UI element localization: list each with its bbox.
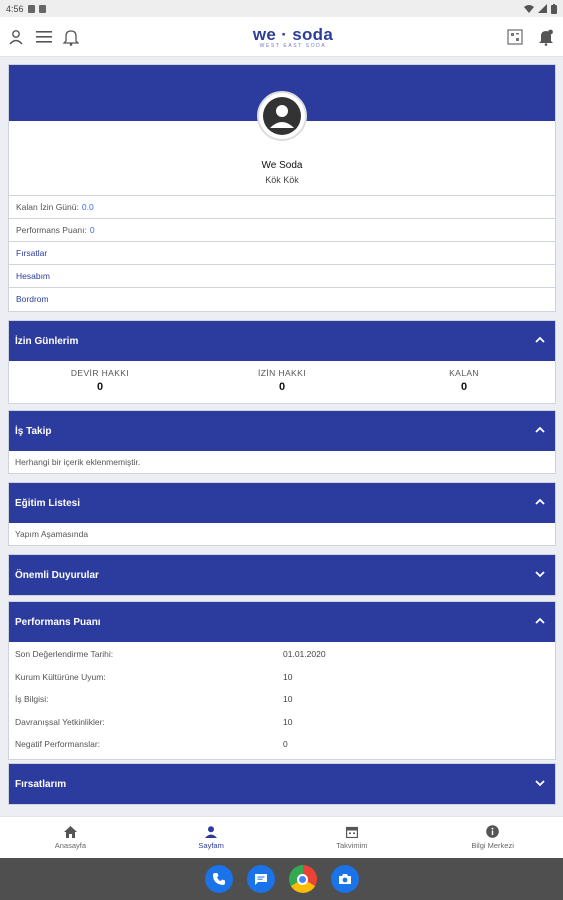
performance-value: 10 <box>283 694 293 705</box>
entitlement-value: 0 <box>278 381 286 393</box>
profile-name: We Soda <box>261 160 303 171</box>
training-list-section <box>8 482 556 546</box>
leave-days-header[interactable] <box>9 321 555 361</box>
bottom-navigation <box>0 816 563 858</box>
account-circle-icon <box>262 96 302 136</box>
entitlement-column <box>191 361 373 403</box>
work-tracking-title: İş Takip <box>15 425 52 437</box>
tab-label: Bilgi Merkezi <box>471 841 514 850</box>
tab-label: Sayfam <box>198 840 224 850</box>
performance-title: Performans Puanı <box>15 616 101 628</box>
calendar-icon <box>346 826 358 838</box>
performance-row <box>9 666 555 689</box>
performance-key: Son Değerlendirme Tarihi: <box>15 649 114 660</box>
performance-score-row <box>9 218 555 241</box>
training-list-note: Yapım Aşamasında <box>15 529 89 539</box>
app-bar <box>0 17 563 57</box>
remaining-leave-row <box>9 195 555 218</box>
chrome-app-icon[interactable] <box>289 865 317 893</box>
profile-subtitle: Kök Kök <box>265 175 299 185</box>
performance-key: Davranışsal Yetkinlikler: <box>15 716 105 727</box>
leave-days-section <box>8 320 556 404</box>
performance-score-label: Performans Puanı: <box>16 225 87 235</box>
opportunities-title: Fırsatlarım <box>15 778 67 790</box>
signal-icon <box>538 4 547 13</box>
carryover-value: 0 <box>96 381 104 393</box>
chevron-up-icon <box>534 424 546 436</box>
tab-label: Anasayfa <box>54 840 87 850</box>
performance-row <box>9 711 555 734</box>
wifi-icon <box>524 4 534 13</box>
performance-section <box>8 601 556 760</box>
performance-score-value: 0 <box>89 225 95 235</box>
tab-bilgi-merkezi[interactable] <box>422 817 563 858</box>
chevron-up-icon <box>534 496 546 508</box>
tab-anasayfa[interactable] <box>0 817 141 858</box>
work-tracking-note: Herhangi bir içerik eklenmemiştir. <box>15 457 141 467</box>
performance-header[interactable] <box>9 602 555 642</box>
status-bar <box>0 0 563 17</box>
remaining-leave-value: 0.0 <box>81 202 94 212</box>
remaining-leave-label: Kalan İzin Günü: <box>16 202 79 212</box>
person-icon <box>205 826 217 838</box>
status-time: 4:56 <box>6 3 24 14</box>
notifications-icon[interactable] <box>536 27 556 47</box>
tab-takvimim[interactable] <box>282 817 423 858</box>
performance-row <box>9 733 555 756</box>
menu-icon[interactable] <box>34 27 54 47</box>
chevron-down-icon <box>534 568 546 580</box>
announcements-title: Önemli Duyurular <box>15 569 99 581</box>
brand-tagline: WEST EAST SODA <box>259 43 327 49</box>
remaining-value: 0 <box>460 381 468 393</box>
messages-app-icon[interactable] <box>247 865 275 893</box>
phone-app-icon[interactable] <box>205 865 233 893</box>
battery-icon <box>551 4 557 14</box>
link-hesabim[interactable]: Hesabım <box>9 264 555 287</box>
qr-scan-icon[interactable] <box>505 27 525 47</box>
brand-name: we · soda <box>252 25 334 44</box>
system-dock <box>0 858 563 900</box>
performance-key: Negatif Performanslar: <box>15 739 101 750</box>
link-bordrom[interactable]: Bordrom <box>9 287 555 310</box>
performance-value: 10 <box>283 716 293 727</box>
tab-sayfam[interactable] <box>141 817 282 858</box>
user-icon[interactable] <box>6 27 26 47</box>
opportunities-section <box>8 763 556 805</box>
work-tracking-section <box>8 410 556 474</box>
camera-app-icon[interactable] <box>331 865 359 893</box>
performance-value: 10 <box>283 671 293 682</box>
work-tracking-header[interactable] <box>9 411 555 451</box>
opportunities-header[interactable] <box>9 764 555 804</box>
announcements-header[interactable] <box>9 555 555 595</box>
chevron-up-icon <box>534 334 546 346</box>
remaining-column <box>373 361 555 403</box>
training-list-title: Eğitim Listesi <box>15 497 81 509</box>
carryover-column <box>9 361 191 403</box>
link-firsatlar[interactable]: Fırsatlar <box>9 241 555 264</box>
tab-label: Takvimim <box>336 840 368 850</box>
performance-value: 0 <box>283 739 288 750</box>
performance-value: 01.01.2020 <box>283 649 326 660</box>
home-icon <box>64 826 77 838</box>
entitlement-label: İZİN HAKKI <box>258 368 306 378</box>
announcements-section <box>8 554 556 596</box>
avatar[interactable] <box>257 91 307 141</box>
profile-card <box>8 64 556 312</box>
performance-key: İş Bilgisi: <box>15 694 49 705</box>
sd-card-icon <box>39 5 46 13</box>
notification-icon <box>28 5 35 13</box>
chevron-up-icon <box>534 615 546 627</box>
leave-days-title: İzin Günlerim <box>15 335 79 347</box>
remaining-label: KALAN <box>449 368 479 378</box>
carryover-label: DEVİR HAKKI <box>70 368 130 378</box>
performance-key: Kurum Kültürüne Uyum: <box>15 671 106 682</box>
info-icon <box>486 825 499 838</box>
chevron-down-icon <box>534 777 546 789</box>
bell-outline-icon[interactable] <box>61 27 81 47</box>
training-list-header[interactable] <box>9 483 555 523</box>
performance-row <box>9 643 555 666</box>
brand-logo <box>248 25 338 49</box>
performance-row <box>9 688 555 711</box>
